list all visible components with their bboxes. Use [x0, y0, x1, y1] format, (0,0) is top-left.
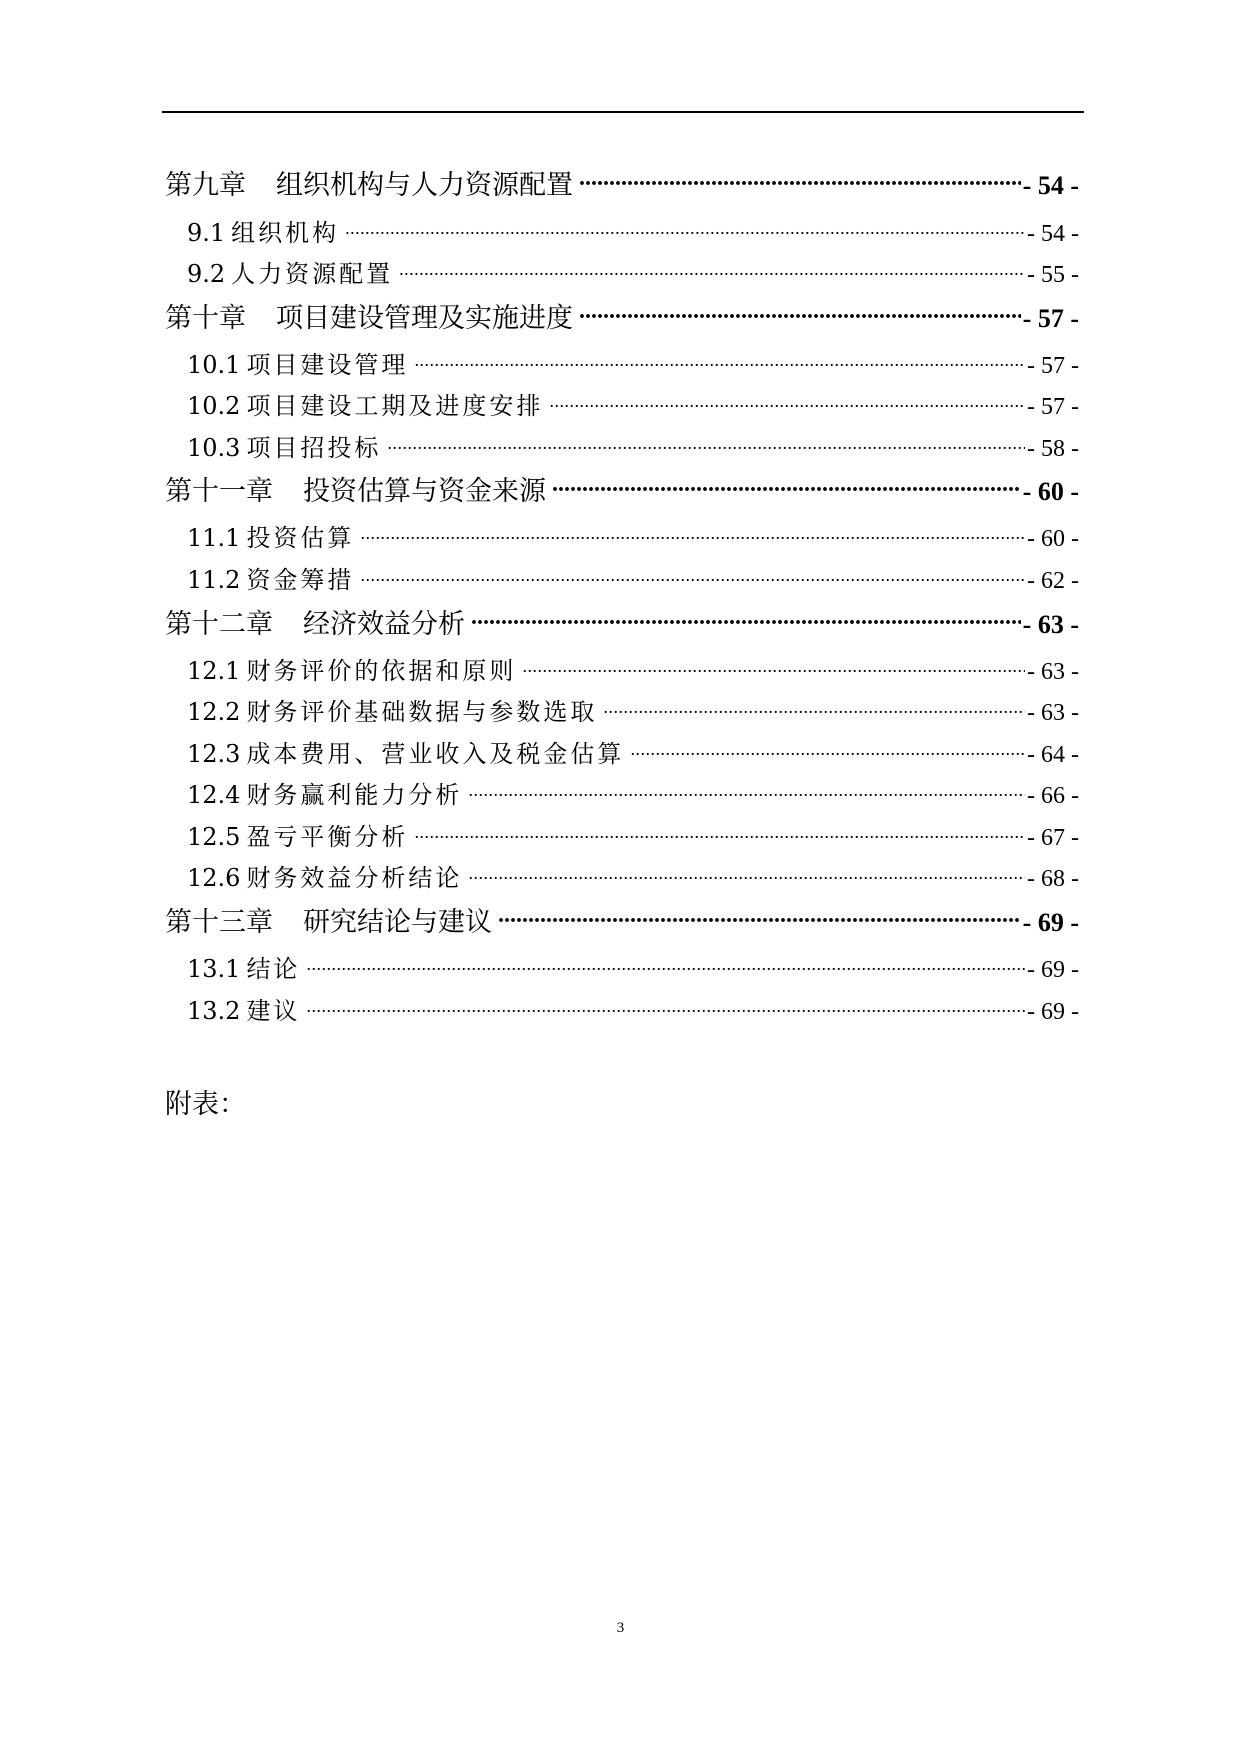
toc-dot-leader [579, 167, 1021, 194]
toc-entry-title: 投资估算与资金来源 [303, 476, 546, 507]
appendix-label: 附表： [165, 1089, 246, 1120]
toc-entry-number: 10.3 [187, 434, 241, 462]
toc-entry-page: - 69 - [1027, 957, 1079, 983]
toc-section-12-3[interactable] [165, 734, 1079, 769]
toc-chapter-10[interactable] [165, 296, 1079, 335]
toc-entry-page: - 57 - [1027, 353, 1079, 379]
toc-entry-title: 投资估算 [246, 524, 355, 552]
toc-entry-title: 项目建设管理及实施进度 [276, 303, 573, 334]
toc-section-10-2[interactable] [165, 386, 1079, 421]
toc-dot-leader [387, 432, 1025, 456]
toc-section-13-2[interactable] [165, 991, 1079, 1026]
toc-entry-page: - 62 - [1027, 568, 1079, 594]
toc-entry-number: 10.1 [187, 351, 241, 379]
toc-dot-leader [522, 655, 1025, 679]
toc-chapter-13[interactable] [165, 900, 1079, 939]
toc-entry-number: 10.2 [187, 392, 241, 420]
page-number: 3 [616, 1620, 625, 1636]
toc-dot-leader [579, 300, 1021, 327]
toc-entry-page: - 63 - [1022, 610, 1079, 639]
toc-entry-number: 9.1 [187, 219, 226, 247]
toc-entry-page: - 63 - [1027, 700, 1079, 726]
toc-entry-number: 13.2 [187, 997, 241, 1025]
toc-dot-leader [306, 953, 1025, 977]
toc-dot-leader [603, 696, 1025, 720]
toc-section-10-1[interactable] [165, 345, 1079, 380]
toc-entry-number: 13.1 [187, 955, 241, 983]
toc-entry-title: 盈亏平衡分析 [246, 823, 409, 851]
toc-dot-leader [630, 738, 1025, 762]
toc-entry-title: 组织机构 [231, 219, 340, 247]
toc-section-11-1[interactable] [165, 518, 1079, 553]
toc-dot-leader [552, 473, 1021, 500]
toc-chapter-9[interactable] [165, 163, 1079, 202]
toc-entry-page: - 67 - [1027, 825, 1079, 851]
toc-entry-title: 项目招投标 [246, 434, 382, 462]
toc-entry-number: 9.2 [187, 260, 226, 288]
toc-entry-title: 经济效益分析 [303, 609, 465, 640]
toc-entry-page: - 64 - [1027, 742, 1079, 768]
toc-dot-leader [360, 564, 1025, 588]
toc-entry-title: 资金筹措 [246, 566, 355, 594]
toc-entry-page: - 69 - [1022, 908, 1079, 937]
toc-dot-leader [345, 217, 1025, 241]
toc-entry-page: - 69 - [1027, 999, 1079, 1025]
toc-entry-page: - 54 - [1027, 221, 1079, 247]
toc-dot-leader [306, 995, 1025, 1019]
toc-section-12-1[interactable] [165, 651, 1079, 686]
toc-entry-number: 12.4 [187, 781, 241, 809]
toc-entry-number: 第十二章 [165, 609, 273, 640]
toc-entry-title: 结论 [246, 955, 301, 983]
toc-entry-number: 第十三章 [165, 907, 273, 938]
toc-dot-leader [549, 390, 1025, 414]
toc-dot-leader [498, 904, 1021, 931]
toc-entry-page: - 66 - [1027, 783, 1079, 809]
toc-entry-title: 成本费用、营业收入及税金估算 [246, 740, 625, 768]
toc-entry-page: - 57 - [1027, 394, 1079, 420]
toc-section-12-6[interactable] [165, 858, 1079, 893]
toc-entry-title: 建议 [246, 997, 301, 1025]
toc-section-13-1[interactable] [165, 949, 1079, 984]
toc-entry-page: - 60 - [1027, 526, 1079, 552]
toc-entry-number: 12.2 [187, 698, 241, 726]
toc-entry-page: - 63 - [1027, 659, 1079, 685]
toc-dot-leader [471, 606, 1021, 633]
toc-entry-title: 组织机构与人力资源配置 [276, 170, 573, 201]
toc-section-12-2[interactable] [165, 692, 1079, 727]
toc-entry-number: 12.1 [187, 657, 241, 685]
toc-chapter-11[interactable] [165, 469, 1079, 508]
toc-entry-page: - 58 - [1027, 436, 1079, 462]
toc-entry-page: - 55 - [1027, 262, 1079, 288]
toc-entry-number: 第十一章 [165, 476, 273, 507]
toc-dot-leader [468, 862, 1025, 886]
header-rule [162, 111, 1084, 113]
toc-entry-title: 项目建设管理 [246, 351, 409, 379]
toc-entry-page: - 57 - [1022, 304, 1079, 333]
toc-entry-page: - 54 - [1022, 171, 1079, 200]
toc-entry-title: 财务评价基础数据与参数选取 [246, 698, 598, 726]
toc-entry-title: 人力资源配置 [231, 260, 394, 288]
toc-entry-number: 11.2 [187, 566, 241, 594]
toc-entry-page: - 68 - [1027, 866, 1079, 892]
toc-entry-title: 财务评价的依据和原则 [246, 657, 517, 685]
toc-dot-leader [414, 821, 1025, 845]
toc-entry-title: 研究结论与建议 [303, 907, 492, 938]
toc-section-12-4[interactable] [165, 775, 1079, 810]
toc-entry-title: 财务效益分析结论 [246, 864, 463, 892]
toc-entry-number: 11.1 [187, 524, 241, 552]
toc-entry-title: 项目建设工期及进度安排 [246, 392, 544, 420]
toc-section-9-1[interactable] [165, 213, 1079, 248]
toc-entry-title: 财务赢利能力分析 [246, 781, 463, 809]
toc-entry-number: 12.3 [187, 740, 241, 768]
toc-dot-leader [468, 779, 1025, 803]
toc-dot-leader [399, 258, 1025, 282]
toc-entry-number: 12.6 [187, 864, 241, 892]
toc-section-11-2[interactable] [165, 560, 1079, 595]
toc-entry-number: 第九章 [165, 170, 246, 201]
toc-section-12-5[interactable] [165, 817, 1079, 852]
toc-entry-number: 第十章 [165, 303, 246, 334]
toc-dot-leader [360, 522, 1025, 546]
toc-dot-leader [414, 349, 1025, 373]
toc-chapter-12[interactable] [165, 602, 1079, 641]
toc-entry-number: 12.5 [187, 823, 241, 851]
toc-section-9-2[interactable] [165, 254, 1079, 289]
toc-section-10-3[interactable] [165, 428, 1079, 463]
toc-entry-page: - 60 - [1022, 477, 1079, 506]
